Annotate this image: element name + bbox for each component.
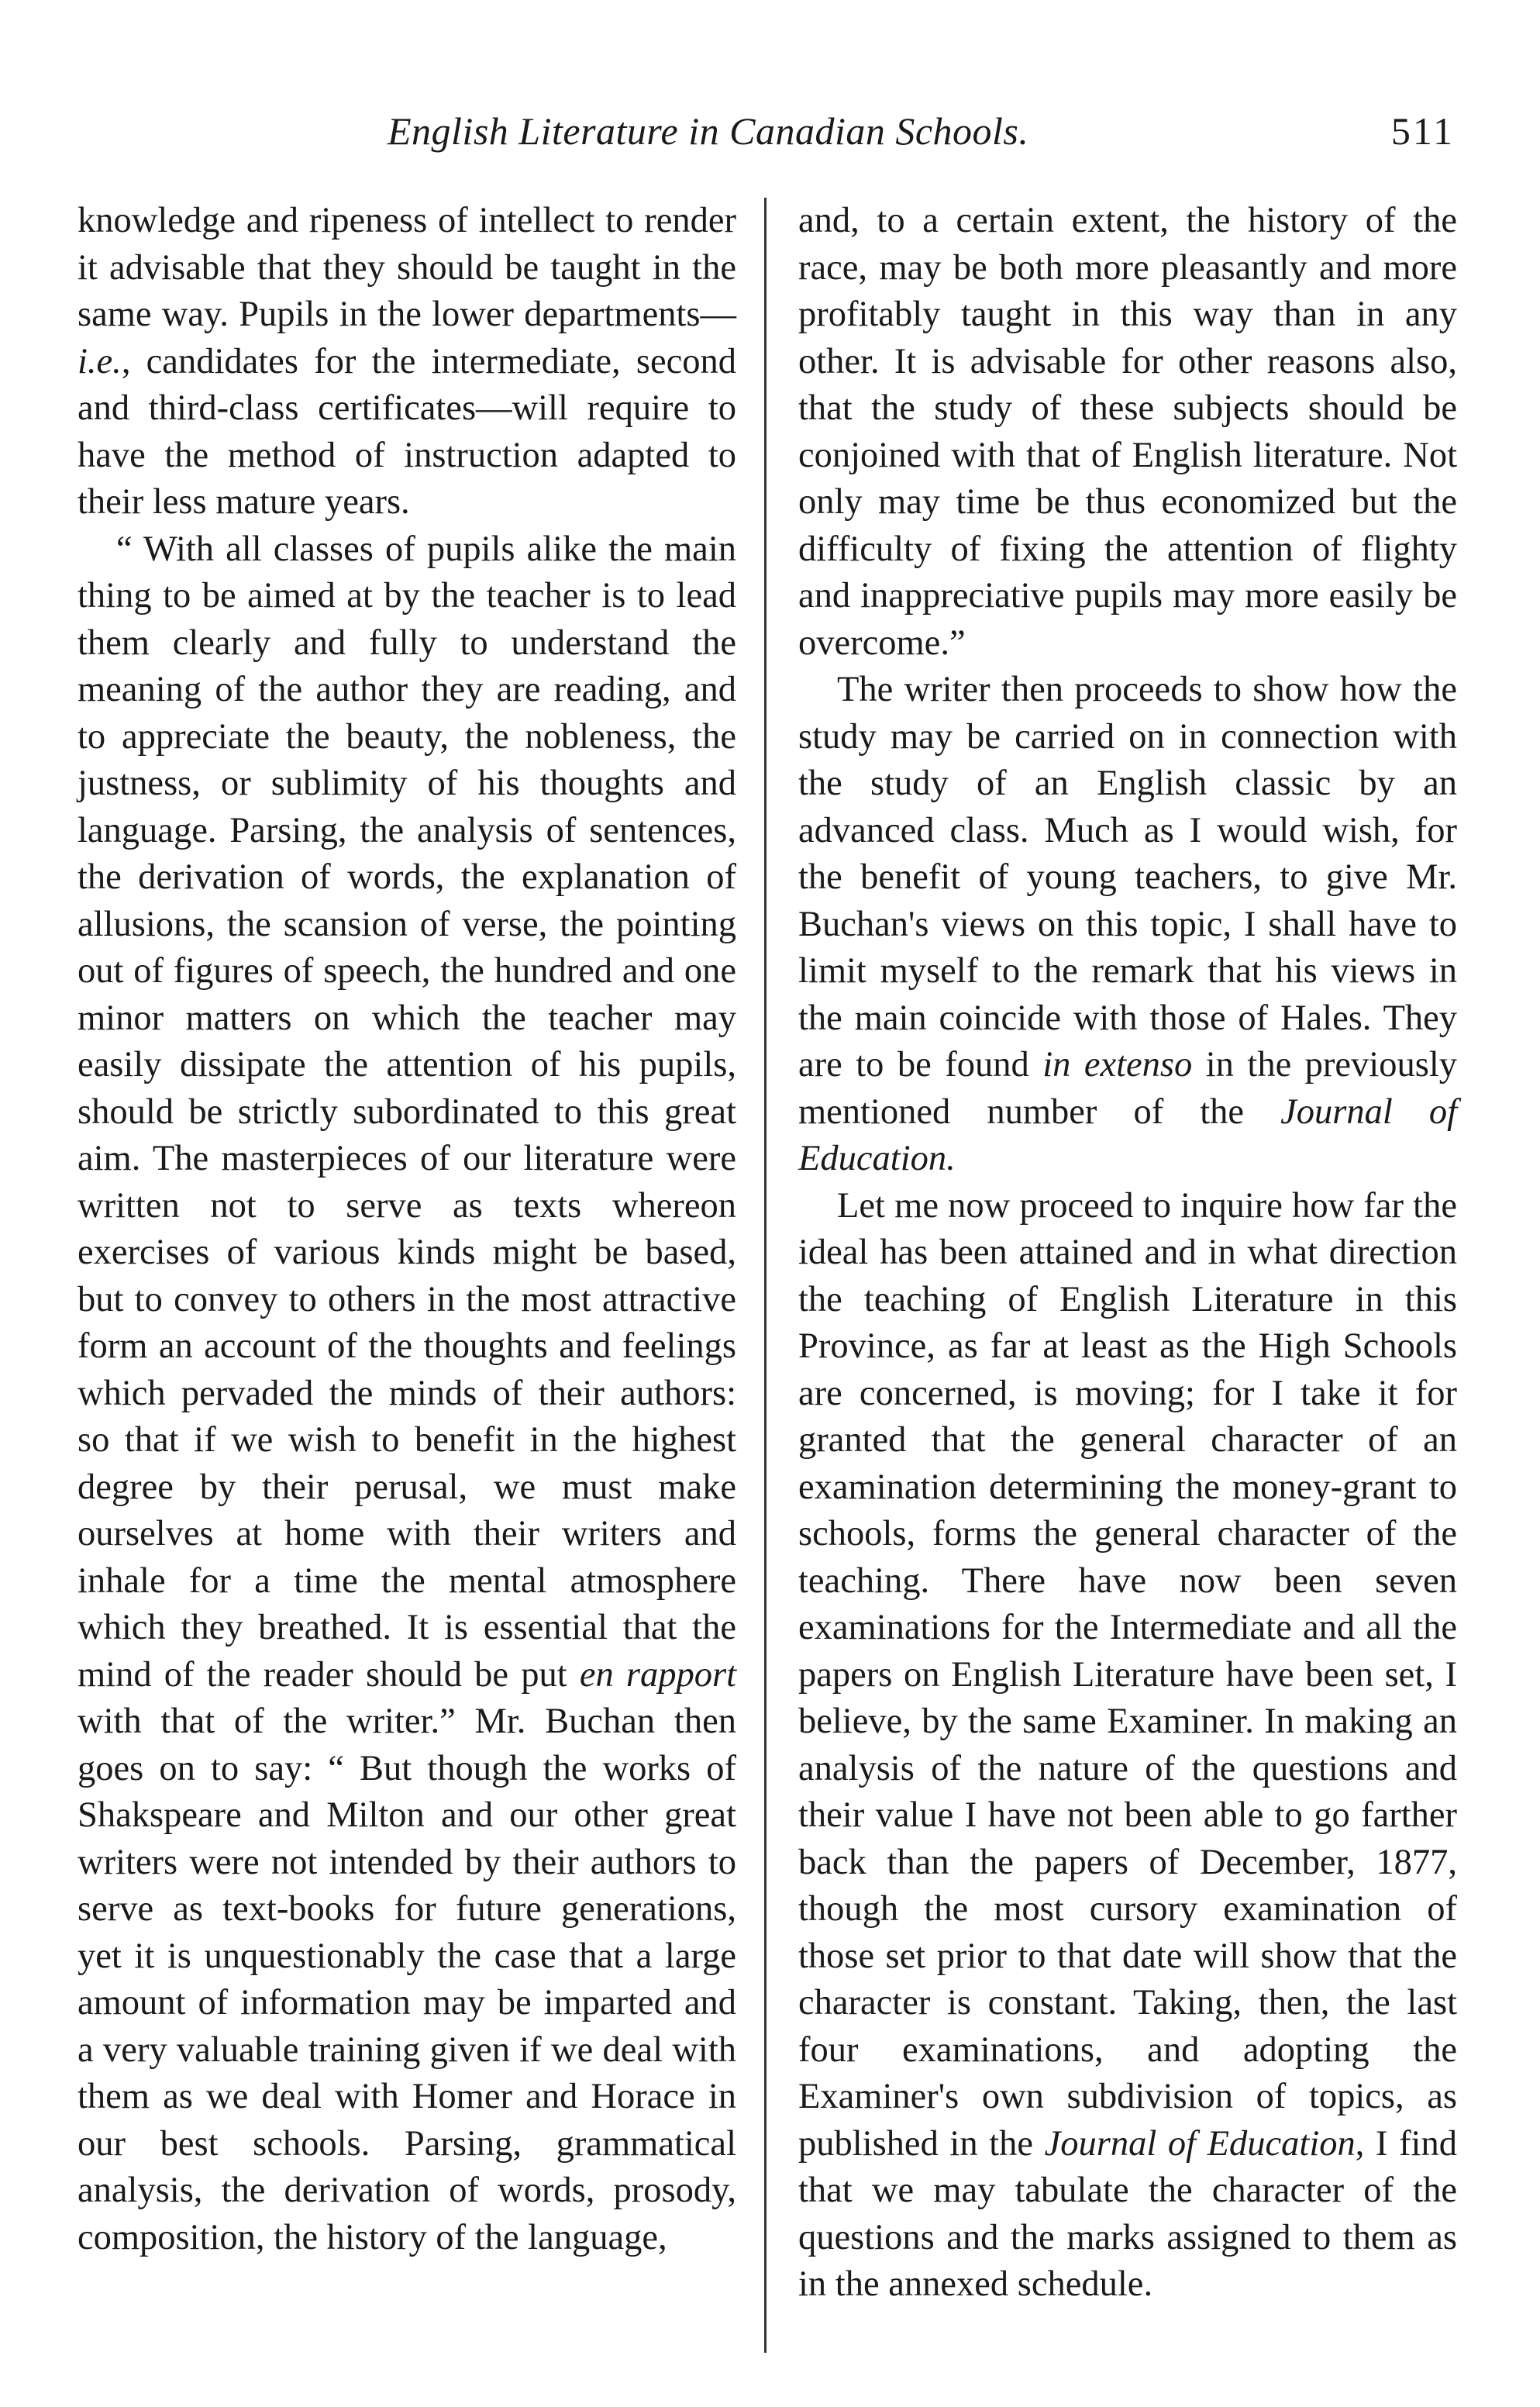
italic-text: i.e. bbox=[78, 341, 122, 381]
text-run: and, to a certain extent, the history of the race, may be both more pleasantly and more profitably taught in this way than in any other. It is advisable for other reasons also, that the study of these subjects should be conjoined with that of English literature. Not only may time be thus economized but the difficulty of fixing the attention of flighty and inappreciative pupils may more easily be overcome.” bbox=[798, 201, 1457, 663]
paragraph bbox=[798, 667, 1457, 1183]
page-number: 511 bbox=[1390, 109, 1455, 153]
text-run: in the previously mentioned number of the bbox=[798, 1045, 1457, 1132]
running-title: English Literature in Canadian Schools. bbox=[388, 109, 1029, 153]
text-run: , candidates for the intermediate, second and third-class certificates—will require to have the method of instruction adapted to their less mature years. bbox=[78, 341, 736, 522]
text-run: Let me now proceed to inquire how far the ideal has been attained and in what direction the teaching of English Literature in this Province, as far at least as the High Schools are concerned, is moving; for I take it for granted that the general character of an examination determining the money-grant to schools, forms the general character of the teaching. There have now been seven examinations for the Intermediate and all the papers on English Literature have been set, I believe, by the same Examiner. In making an analysis of the nature of the questions and their value I have not been able to go farther back than the papers of December, 1877, though the most cursory examination of those set prior to that date will show that the character is constant. Taking, then, the last four examinations, and adopting the Examiner's own subdivision of topics, as published in the bbox=[798, 1185, 1457, 2164]
paragraph bbox=[78, 526, 736, 2262]
text-run: with that of the writer.” Mr. Buchan then goes on to say: “ But though the works of Shakspeare and Milton and our other great writers were not intended by their authors to serve as text-books for future generations, yet it is unquestionably the case that a large amount of information may be imparted and a very valuable training given if we deal with them as we deal with Homer and Horace in our best schools. Parsing, grammatical analysis, the derivation of words, prosody, composition, the history of the language, bbox=[78, 1702, 736, 2257]
paragraph bbox=[798, 198, 1457, 667]
text-run: knowledge and ripeness of intellect to render it advisable that they should be taught in the same way. Pupils in the lower departments— bbox=[78, 201, 736, 334]
italic-text: en rapport bbox=[579, 1654, 737, 1695]
paragraph bbox=[78, 198, 736, 526]
running-header bbox=[0, 109, 1540, 178]
italic-text: in extenso bbox=[1042, 1045, 1193, 1085]
italic-text: Journal of Education. bbox=[798, 1091, 1457, 1178]
text-run: “ With all classes of pupils alike the main thing to be aimed at by the teacher is to lead them clearly and fully to understand the meaning of the author they are reading, and to appreciate the beauty, the nobleness, the justness, or sublimity of his thoughts and language. Parsing, the analysis of sentences, the derivation of words, the explanation of allusions, the scansion of verse, the pointing out of figures of speech, the hundred and one minor matters on which the teacher may easily dissipate the attention of his pupils, should be strictly subordinated to this great aim. The masterpieces of our literature were written not to serve as texts whereon exercises of various kinds might be based, but to convey to others in the most attractive form an account of the thoughts and feelings which pervaded the minds of their authors: so that if we wish to benefit in the highest degree by their perusal, we must make ourselves at home with their writers and inhale for a time the mental atmosphere which they breathed. It is essential that the mind of the reader should be put bbox=[78, 529, 736, 1695]
paragraph bbox=[798, 1183, 1457, 2309]
column-divider bbox=[764, 198, 767, 2353]
left-column bbox=[78, 198, 736, 2261]
text-run: The writer then proceeds to show how the study may be carried on in connection with the study of an English classic by an advanced class. Much as I would wish, for the benefit of young teachers, to give Mr. Buchan's views on this topic, I shall have to limit myself to the remark that his views in the main coincide with those of Hales. They are to be found bbox=[798, 670, 1457, 1085]
text-run: , I find that we may tabulate the character of the questions and the marks assigned to them as in the annexed schedule. bbox=[798, 2123, 1457, 2304]
italic-text: Journal of Education bbox=[1044, 2123, 1356, 2164]
right-column bbox=[798, 198, 1457, 2309]
